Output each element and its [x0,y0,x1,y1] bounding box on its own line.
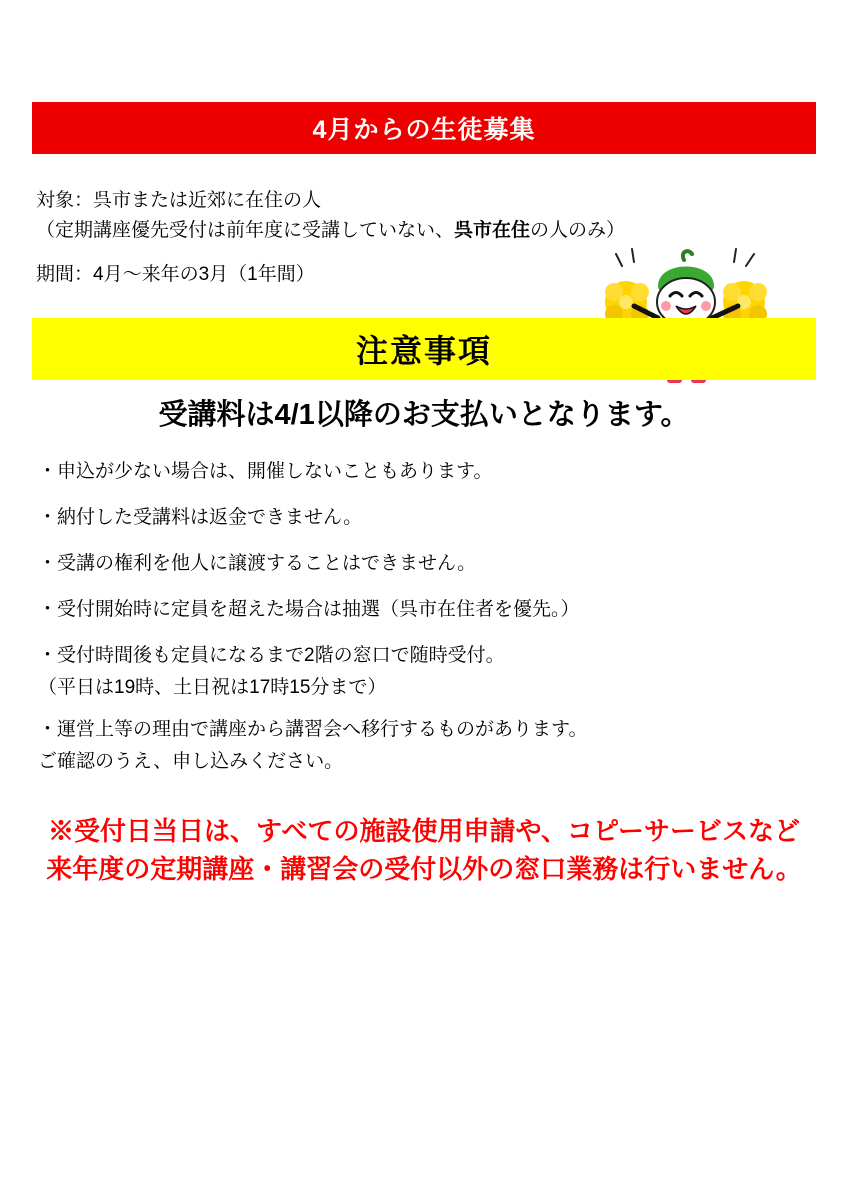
notice-banner-text: 注意事項 [355,333,492,369]
list-item: ・運営上等の理由で講座から講習会へ移行するものがあります。 [38,719,588,740]
title-banner-text: 4月からの生徒募集 [312,116,536,144]
payment-headline: 受講料は4/1以降のお支払いとなります。 [158,399,690,431]
list-item: ・納付した受講料は返金できません。 [38,507,363,528]
eligibility-line-2-emphasis: 呉市在住 [454,220,531,241]
title-banner [32,102,816,154]
list-item: ・受講の権利を他人に譲渡することはできません。 [38,553,477,574]
list-item-sub: ご確認のうえ、申し込みください。 [38,751,344,772]
list-item: ・受付時間後も定員になるまで2階の窓口で随時受付。 [38,645,505,666]
period-line: 期間：4月～来年の3月（1年間） [36,264,315,285]
eligibility-line-2 [36,216,736,246]
pompom-left [605,281,649,323]
eligibility-line-2-part-a: （定期講座優先受付は前年度に受講していない、 [36,220,455,241]
notice-banner [32,318,816,380]
warning-text: ※受付日当日は、すべての施設使用申請や、コピーサービスなど来年度の定期講座・講習会の受付以外の窓口業務は行いません。 [46,816,802,884]
list-item: ・申込が少ない場合は、開催しないこともあります。 [38,461,493,482]
list-item: ・受付開始時に定員を超えた場合は抽選（呉市在住者を優先。） [38,599,580,620]
eligibility-line-2-part-b: の人のみ） [530,220,626,241]
eligibility-line-1: 対象：呉市または近郊に在住の人 [36,190,322,211]
notice-list [38,458,818,794]
list-item-sub: （平日は19時、土日祝は17時15分まで） [38,677,387,698]
pompom-right [723,281,767,323]
